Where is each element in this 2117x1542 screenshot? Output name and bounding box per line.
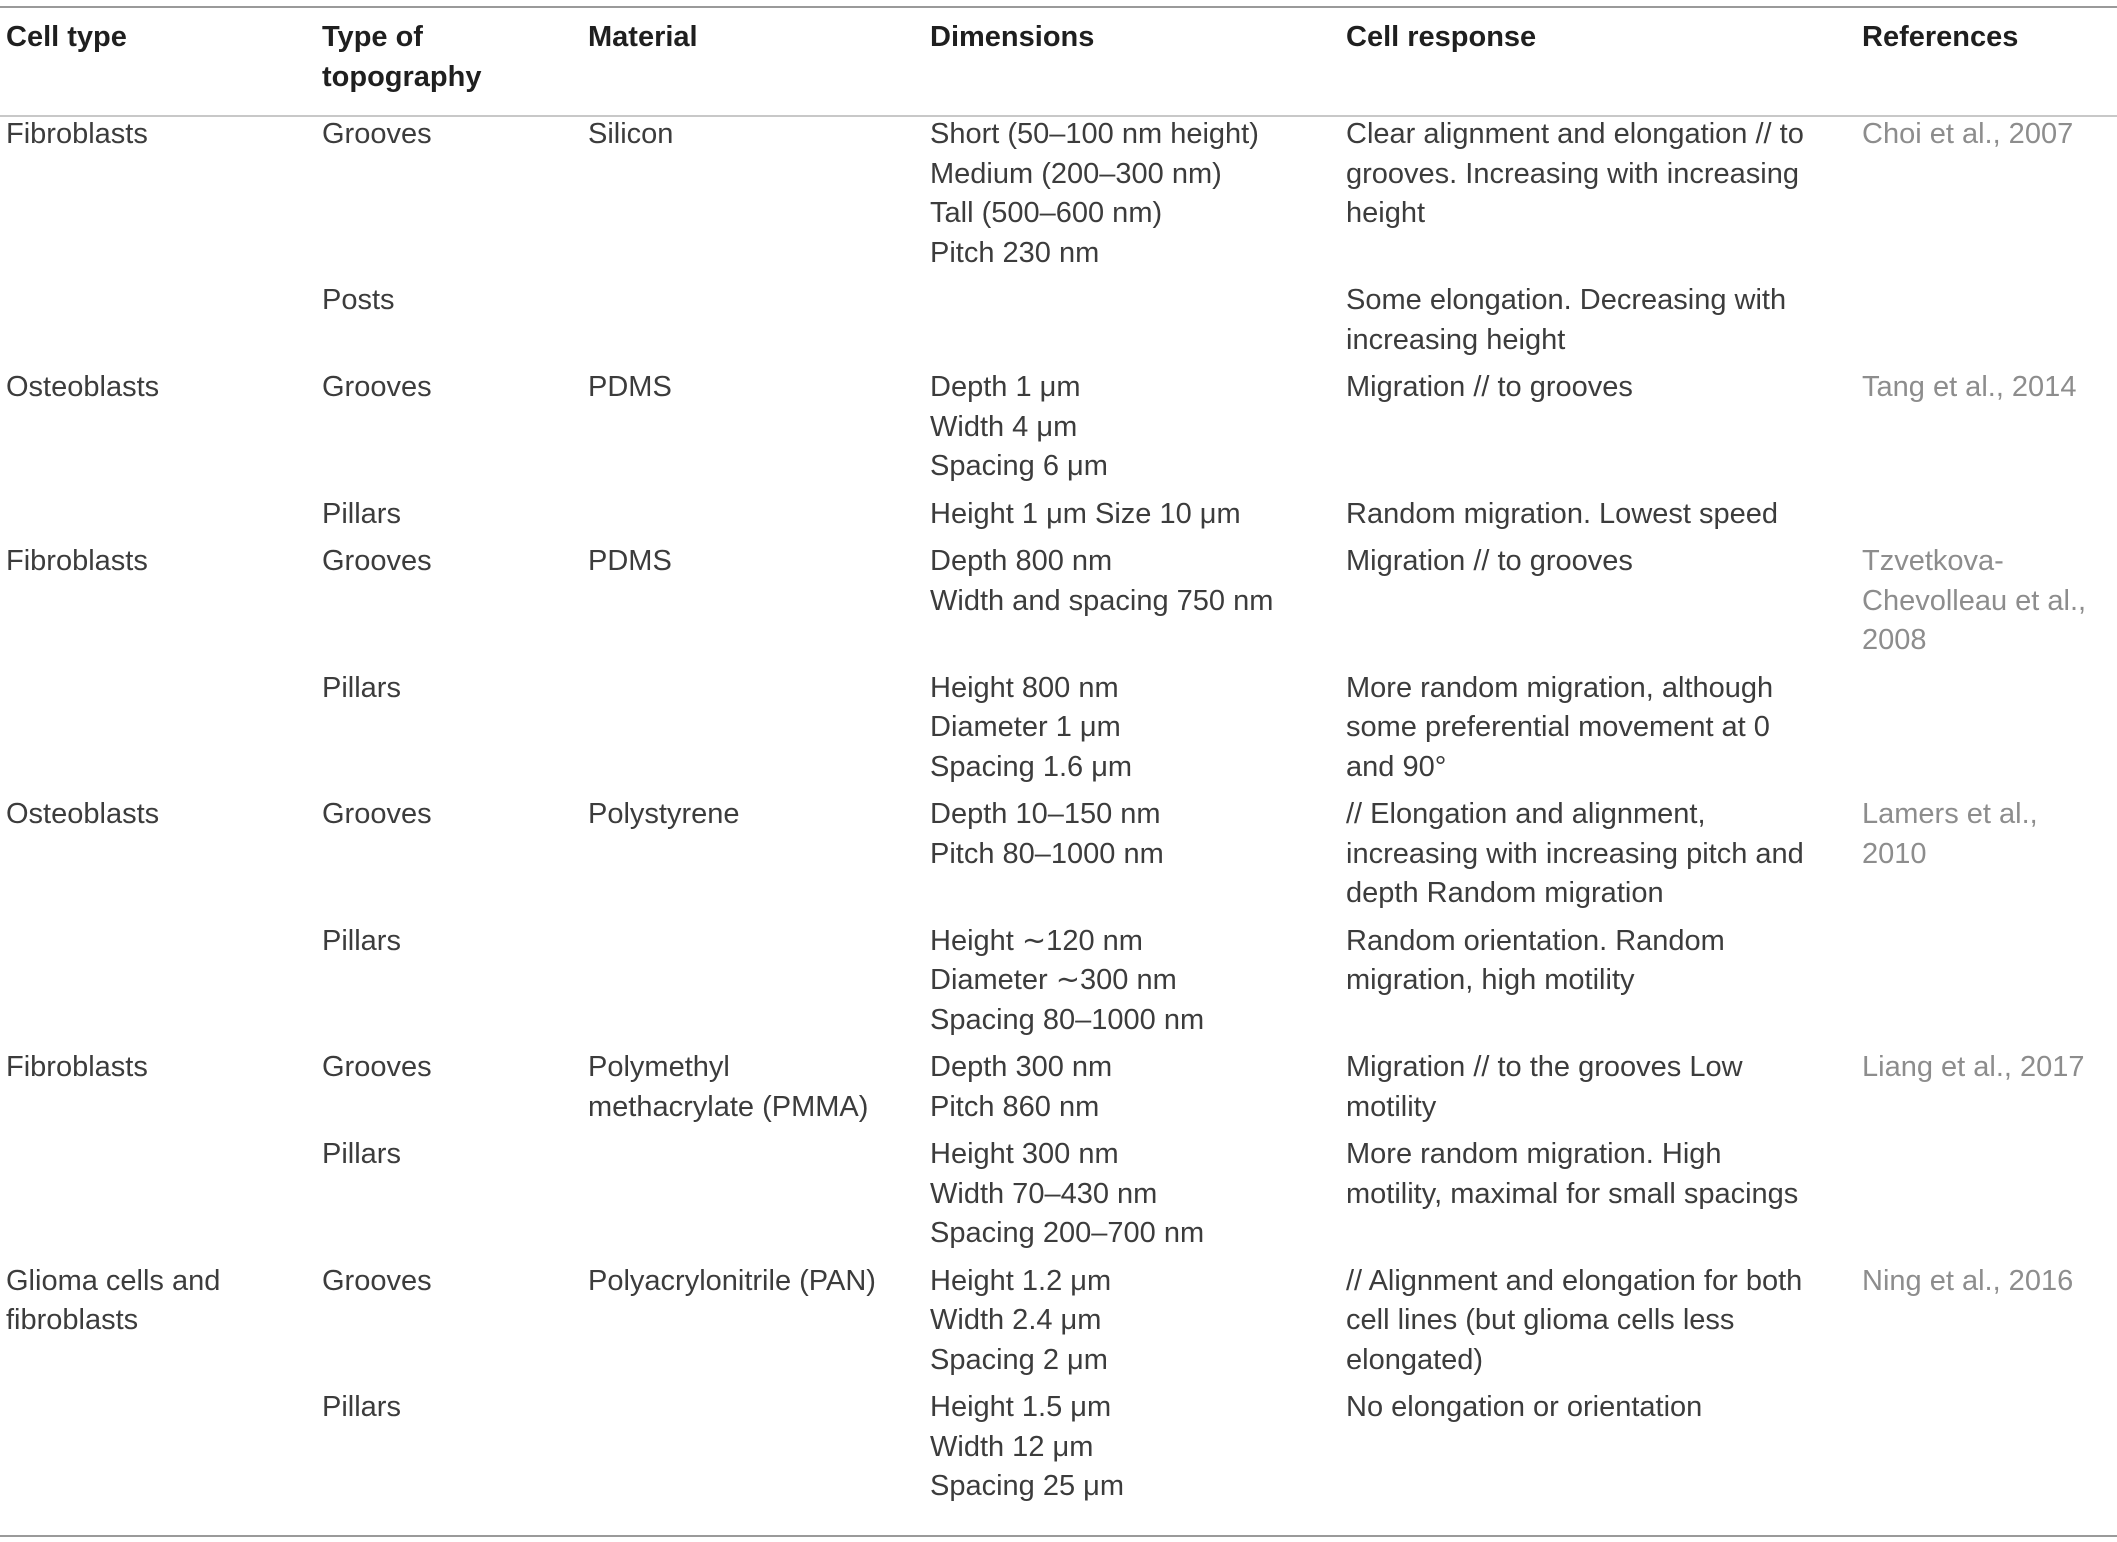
cell-response-cell xyxy=(1340,795,1856,922)
dimension-line: Medium (200–300 nm) xyxy=(930,157,1222,190)
cell-type-cell xyxy=(0,795,316,922)
cell-response-cell xyxy=(1340,669,1856,796)
dimensions-cell xyxy=(924,1135,1340,1262)
reference-cell xyxy=(1856,1048,2117,1135)
col-header-material: Material xyxy=(588,21,698,53)
col-header-cell-type: Cell type xyxy=(6,21,127,53)
cell-type-text: Fibroblasts xyxy=(6,545,148,577)
dimensions-cell xyxy=(924,795,1340,922)
dimension-line: Pitch 860 nm xyxy=(930,1090,1100,1123)
cell-type-cell xyxy=(0,922,316,1049)
cell-type-cell xyxy=(0,281,316,368)
cell-response-cell xyxy=(1340,1135,1856,1262)
material-cell xyxy=(582,115,924,281)
dimension-line: Depth 10–150 nm xyxy=(930,798,1161,830)
material-cell xyxy=(582,669,924,796)
cell-type-cell xyxy=(0,495,316,543)
dimensions-cell xyxy=(924,1048,1340,1135)
reference-cell xyxy=(1856,115,2117,281)
topography-cell xyxy=(316,669,582,796)
dimension-line: Spacing 200–700 nm xyxy=(930,1217,1205,1249)
cell-type-cell xyxy=(0,1135,316,1262)
col-header-cell-response: Cell response xyxy=(1346,21,1537,53)
topography-text: Pillars xyxy=(322,497,401,530)
dimensions-cell xyxy=(924,495,1340,543)
dimension-line: Width 12 μm xyxy=(930,1430,1094,1463)
cell-response-text: Clear alignment and elongation // to grooves. Increasing with increasing height xyxy=(1346,118,1804,229)
dimension-line: Width and spacing 750 nm xyxy=(930,584,1274,617)
cell-type-text: Fibroblasts xyxy=(6,118,148,150)
reference-cell xyxy=(1856,1135,2117,1262)
reference-text: Choi et al., 2007 xyxy=(1862,118,2074,150)
topography-cell xyxy=(316,1135,582,1262)
dimension-line: Width 4 μm xyxy=(930,410,1078,443)
dimension-line: Height ∼120 nm xyxy=(930,924,1143,957)
topography-cell xyxy=(316,542,582,669)
dimension-line: Pitch 230 nm xyxy=(930,236,1100,269)
topography-table xyxy=(0,18,2117,1515)
dimension-line: Height 1 μm Size 10 μm xyxy=(930,497,1241,530)
material-cell xyxy=(582,1048,924,1135)
cell-response-text: No elongation or orientation xyxy=(1346,1391,1703,1423)
table-row xyxy=(0,1388,2117,1515)
table-row xyxy=(0,922,2117,1049)
cell-response-cell xyxy=(1340,115,1856,281)
table-row xyxy=(0,281,2117,368)
material-text: Polymethyl methacrylate (PMMA) xyxy=(588,1051,869,1123)
table-row xyxy=(0,495,2117,543)
top-rule xyxy=(0,6,2117,8)
cell-response-cell xyxy=(1340,495,1856,543)
reference-cell xyxy=(1856,922,2117,1049)
cell-type-cell xyxy=(0,115,316,281)
material-cell xyxy=(582,542,924,669)
dimension-line: Depth 800 nm xyxy=(930,545,1113,577)
reference-text: Lamers et al., 2010 xyxy=(1862,798,2038,870)
material-text: Polystyrene xyxy=(588,798,740,830)
table-row xyxy=(0,1262,2117,1389)
cell-response-text: Random migration. Lowest speed xyxy=(1346,497,1779,530)
cell-response-cell xyxy=(1340,1388,1856,1515)
topography-cell xyxy=(316,795,582,922)
col-header-dimensions: Dimensions xyxy=(930,21,1095,53)
dimension-line: Spacing 2 μm xyxy=(930,1343,1108,1376)
material-cell xyxy=(582,1135,924,1262)
dimension-line: Height 1.5 μm xyxy=(930,1391,1112,1423)
reference-text: Ning et al., 2016 xyxy=(1862,1264,2074,1297)
topography-text: Pillars xyxy=(322,1391,401,1423)
topography-text: Grooves xyxy=(322,118,432,150)
reference-text: Liang et al., 2017 xyxy=(1862,1051,2085,1083)
header-row xyxy=(0,18,2117,115)
dimensions-cell xyxy=(924,281,1340,368)
topography-text: Grooves xyxy=(322,798,432,830)
material-cell xyxy=(582,281,924,368)
reference-text: Tzvetkova-Chevolleau et al., 2008 xyxy=(1862,545,2087,656)
dimension-line: Height 300 nm xyxy=(930,1138,1119,1170)
topography-cell xyxy=(316,115,582,281)
dimension-line: Depth 300 nm xyxy=(930,1051,1113,1083)
table-row xyxy=(0,669,2117,796)
reference-text: Tang et al., 2014 xyxy=(1862,371,2077,403)
dimension-line: Height 1.2 μm xyxy=(930,1264,1112,1297)
reference-cell xyxy=(1856,669,2117,796)
cell-type-cell xyxy=(0,368,316,495)
topography-text: Grooves xyxy=(322,371,432,403)
table-row xyxy=(0,795,2117,922)
dimension-line: Spacing 6 μm xyxy=(930,450,1108,482)
reference-cell xyxy=(1856,368,2117,495)
cell-response-text: More random migration. High motility, maximal for small spacings xyxy=(1346,1138,1799,1210)
cell-response-text: // Alignment and elongation for both cell lines (but glioma cells less elongated) xyxy=(1346,1264,1803,1376)
cell-response-text: Migration // to grooves xyxy=(1346,545,1633,577)
cell-response-cell xyxy=(1340,922,1856,1049)
reference-cell xyxy=(1856,495,2117,543)
cell-type-text: Fibroblasts xyxy=(6,1051,148,1083)
cell-type-text: Glioma cells and fibroblasts xyxy=(6,1264,221,1336)
material-cell xyxy=(582,1388,924,1515)
material-cell xyxy=(582,795,924,922)
dimension-line: Tall (500–600 nm) xyxy=(930,197,1163,229)
topography-cell xyxy=(316,495,582,543)
topography-cell xyxy=(316,1388,582,1515)
dimension-line: Width 2.4 μm xyxy=(930,1304,1102,1336)
dimension-line: Pitch 80–1000 nm xyxy=(930,837,1164,870)
material-cell xyxy=(582,922,924,1049)
cell-response-cell xyxy=(1340,1048,1856,1135)
table-row xyxy=(0,1048,2117,1135)
cell-response-text: More random migration, although some preferential movement at 0 and 90° xyxy=(1346,671,1774,783)
dimensions-cell xyxy=(924,115,1340,281)
reference-cell xyxy=(1856,795,2117,922)
dimension-line: Width 70–430 nm xyxy=(930,1177,1158,1210)
cell-type-cell xyxy=(0,542,316,669)
material-text: PDMS xyxy=(588,545,672,577)
bottom-rule xyxy=(0,1535,2117,1537)
topography-text: Grooves xyxy=(322,545,432,577)
cell-type-text: Osteoblasts xyxy=(6,371,160,403)
col-header-references: References xyxy=(1862,21,2019,53)
dimensions-cell xyxy=(924,922,1340,1049)
topography-cell xyxy=(316,922,582,1049)
topography-text: Pillars xyxy=(322,671,401,704)
table-row xyxy=(0,115,2117,281)
dimensions-cell xyxy=(924,1262,1340,1389)
dimension-line: Spacing 1.6 μm xyxy=(930,750,1133,783)
cell-response-text: // Elongation and alignment, increasing with increasing pitch and depth Random migration xyxy=(1346,798,1804,909)
material-text: Silicon xyxy=(588,118,674,150)
reference-cell xyxy=(1856,542,2117,669)
topography-cell xyxy=(316,368,582,495)
dimension-line: Height 800 nm xyxy=(930,671,1119,704)
dimension-line: Diameter 1 μm xyxy=(930,711,1121,743)
table-row xyxy=(0,542,2117,669)
topography-text: Grooves xyxy=(322,1051,432,1083)
dimensions-cell xyxy=(924,542,1340,669)
table-row xyxy=(0,1135,2117,1262)
material-cell xyxy=(582,495,924,543)
dimension-line: Diameter ∼300 nm xyxy=(930,964,1177,996)
cell-response-cell xyxy=(1340,542,1856,669)
topography-text: Pillars xyxy=(322,1138,401,1170)
cell-type-cell xyxy=(0,1048,316,1135)
table-body xyxy=(0,115,2117,1515)
dimension-line: Short (50–100 nm height) xyxy=(930,118,1259,150)
topography-text: Grooves xyxy=(322,1264,432,1297)
cell-type-cell xyxy=(0,1262,316,1389)
material-cell xyxy=(582,368,924,495)
topography-text: Pillars xyxy=(322,924,401,957)
cell-response-text: Migration // to grooves xyxy=(1346,371,1633,403)
dimensions-cell xyxy=(924,1388,1340,1515)
cell-type-text: Osteoblasts xyxy=(6,798,160,830)
material-text: Polyacrylonitrile (PAN) xyxy=(588,1264,876,1297)
cell-response-cell xyxy=(1340,1262,1856,1389)
reference-cell xyxy=(1856,1262,2117,1389)
cell-type-cell xyxy=(0,669,316,796)
col-header-topography: Type of topography xyxy=(322,21,482,93)
topography-cell xyxy=(316,281,582,368)
material-cell xyxy=(582,1262,924,1389)
cell-response-text: Some elongation. Decreasing with increasing height xyxy=(1346,284,1787,356)
cell-response-text: Random orientation. Random migration, high motility xyxy=(1346,924,1725,996)
dimension-line: Spacing 80–1000 nm xyxy=(930,1003,1205,1036)
dimension-line: Spacing 25 μm xyxy=(930,1470,1125,1502)
topography-cell xyxy=(316,1262,582,1389)
dimensions-cell xyxy=(924,669,1340,796)
dimensions-cell xyxy=(924,368,1340,495)
reference-cell xyxy=(1856,281,2117,368)
cell-response-text: Migration // to the grooves Low motility xyxy=(1346,1051,1743,1123)
cell-type-cell xyxy=(0,1388,316,1515)
table-row xyxy=(0,368,2117,495)
topography-cell xyxy=(316,1048,582,1135)
cell-response-cell xyxy=(1340,368,1856,495)
material-text: PDMS xyxy=(588,371,672,403)
reference-cell xyxy=(1856,1388,2117,1515)
dimension-line: Depth 1 μm xyxy=(930,371,1081,403)
topography-text: Posts xyxy=(322,284,395,316)
cell-response-cell xyxy=(1340,281,1856,368)
